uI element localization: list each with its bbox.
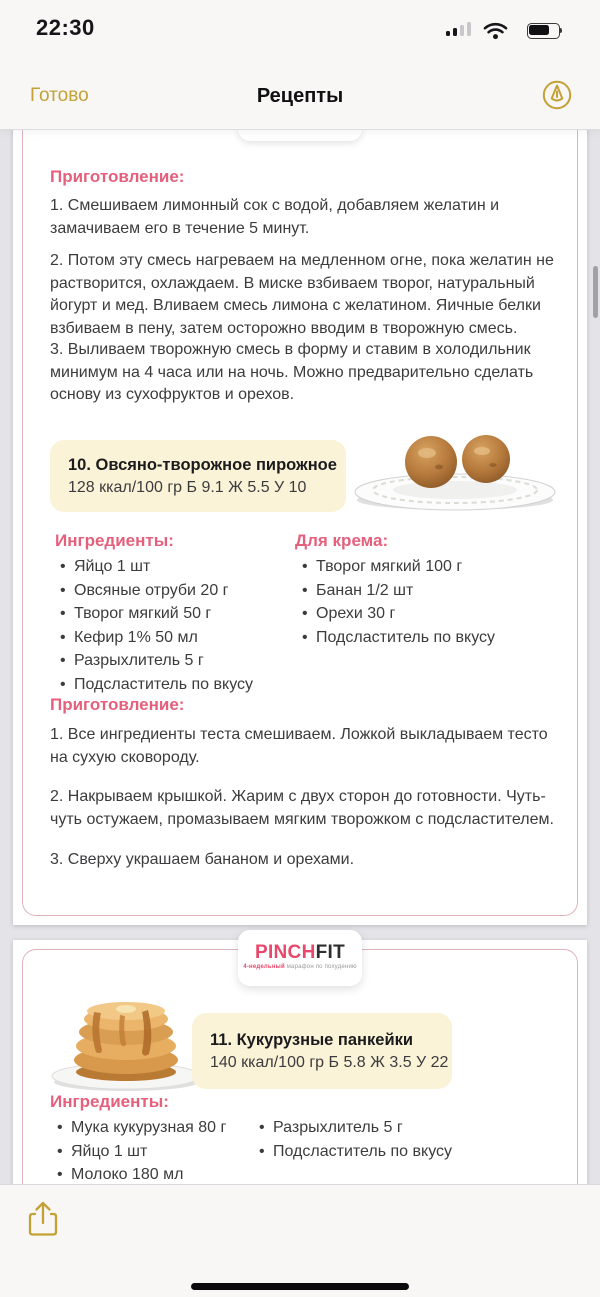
cellular-signal-icon [446,22,473,39]
ingredients-heading: Ингредиенты: [55,531,174,550]
recipe-nutrition: 140 ккал/100 гр Б 5.8 Ж 3.5 У 22 [210,1053,449,1071]
markup-pen-icon [540,100,574,115]
share-button[interactable] [26,1199,60,1239]
ingredient-item: • Орехи 30 г [300,602,495,626]
pdf-page-1 [13,129,587,925]
cream-heading: Для крема: [295,531,389,550]
pinchfit-wordmark: PINCHFIT [254,942,346,963]
share-icon [26,1227,60,1242]
ingredients-heading: Ингредиенты: [50,1092,169,1111]
pastries-photo [343,420,568,520]
wifi-icon [483,22,508,40]
done-button[interactable]: Готово [30,85,89,106]
prep-step: 1. Все ингредиенты теста смешиваем. Ложкой выкладываем тесто на сухую сковороду. [50,726,548,766]
prep-heading: Приготовление: [50,167,185,186]
ingredients-col1 [55,1116,226,1185]
ingredient-item: • Банан 1/2 шт [300,579,495,603]
ingredients-col2 [257,1116,452,1163]
ingredient-item: • Подсластитель по вкусу [300,626,495,650]
pinchfit-tagline: 4-недельный марафон по похудению [243,964,357,970]
recipe-title: 11. Кукурузные панкейки [210,1030,414,1049]
ingredient-item: • Творог мягкий 100 г [300,555,495,579]
ingredient-item: • Яйцо 1 шт [58,555,253,579]
markup-button[interactable] [540,78,574,112]
prep-step: 3. Сверху украшаем бананом и орехами. [50,851,355,868]
ingredient-item: • Мука кукурузная 80 г [55,1116,226,1140]
ingredient-item: • Овсяные отруби 20 г [58,579,253,603]
top-bars [0,0,600,130]
bottom-toolbar [0,1184,600,1297]
scrollbar-thumb[interactable] [593,266,598,318]
recipe-title: 10. Овсяно-творожное пирожное [68,455,337,474]
prep-step: 1. Смешиваем лимонный сок с водой, добавляем желатин и замачиваем его в течение 5 минут. [50,197,500,237]
prep-step: 2. Накрываем крышкой. Жарим с двух сторон до готовности. Чуть-чуть остужаем, промазываем мягким творожком с подсластителем. [50,788,554,828]
ingredient-item: • Разрыхлитель 5 г [257,1116,452,1140]
cream-list [300,555,495,649]
recipe-nutrition: 128 ккал/100 гр Б 9.1 Ж 5.5 У 10 [68,478,307,496]
ingredient-item: • Творог мягкий 50 г [58,602,253,626]
pinchfit-logo [238,930,362,986]
recipe-card [192,1013,452,1089]
ingredient-item: • Разрыхлитель 5 г [58,649,253,673]
home-indicator[interactable] [191,1283,409,1290]
ingredient-item: • Молоко 180 мл [55,1163,226,1185]
ingredient-item: • Подсластитель по вкусу [58,673,253,697]
ingredient-item: • Подсластитель по вкусу [257,1140,452,1164]
ingredients-list [58,555,253,696]
pancakes-photo [46,982,206,1099]
prep-step: 3. Выливаем творожную смесь в форму и ставим в холодильник минимум на 4 часа или на ночь. Можно предварительно сделать основу из сухофруктов и орехов. [50,341,534,403]
page-title: Рецепты [256,85,344,107]
recipe-card [50,440,346,512]
ingredient-item: • Кефир 1% 50 мл [58,626,253,650]
prep-step: 2. Потом эту смесь нагреваем на медленном огне, пока желатин не растворится, охлаждаем. В миске взбиваем творог, натуральный йогурт и мед. Вливаем смесь лимона с желатином. Яичные белки взбиваем в пену, затем осторожно вводим в творожную смесь. [50,252,554,337]
logo-tab-remnant [238,129,362,141]
prep-heading: Приготовление: [50,695,185,714]
battery-icon [527,22,567,39]
status-time: 22:30 [36,15,95,40]
ingredient-item: • Яйцо 1 шт [55,1140,226,1164]
document-scroll-area[interactable] [0,129,600,1185]
